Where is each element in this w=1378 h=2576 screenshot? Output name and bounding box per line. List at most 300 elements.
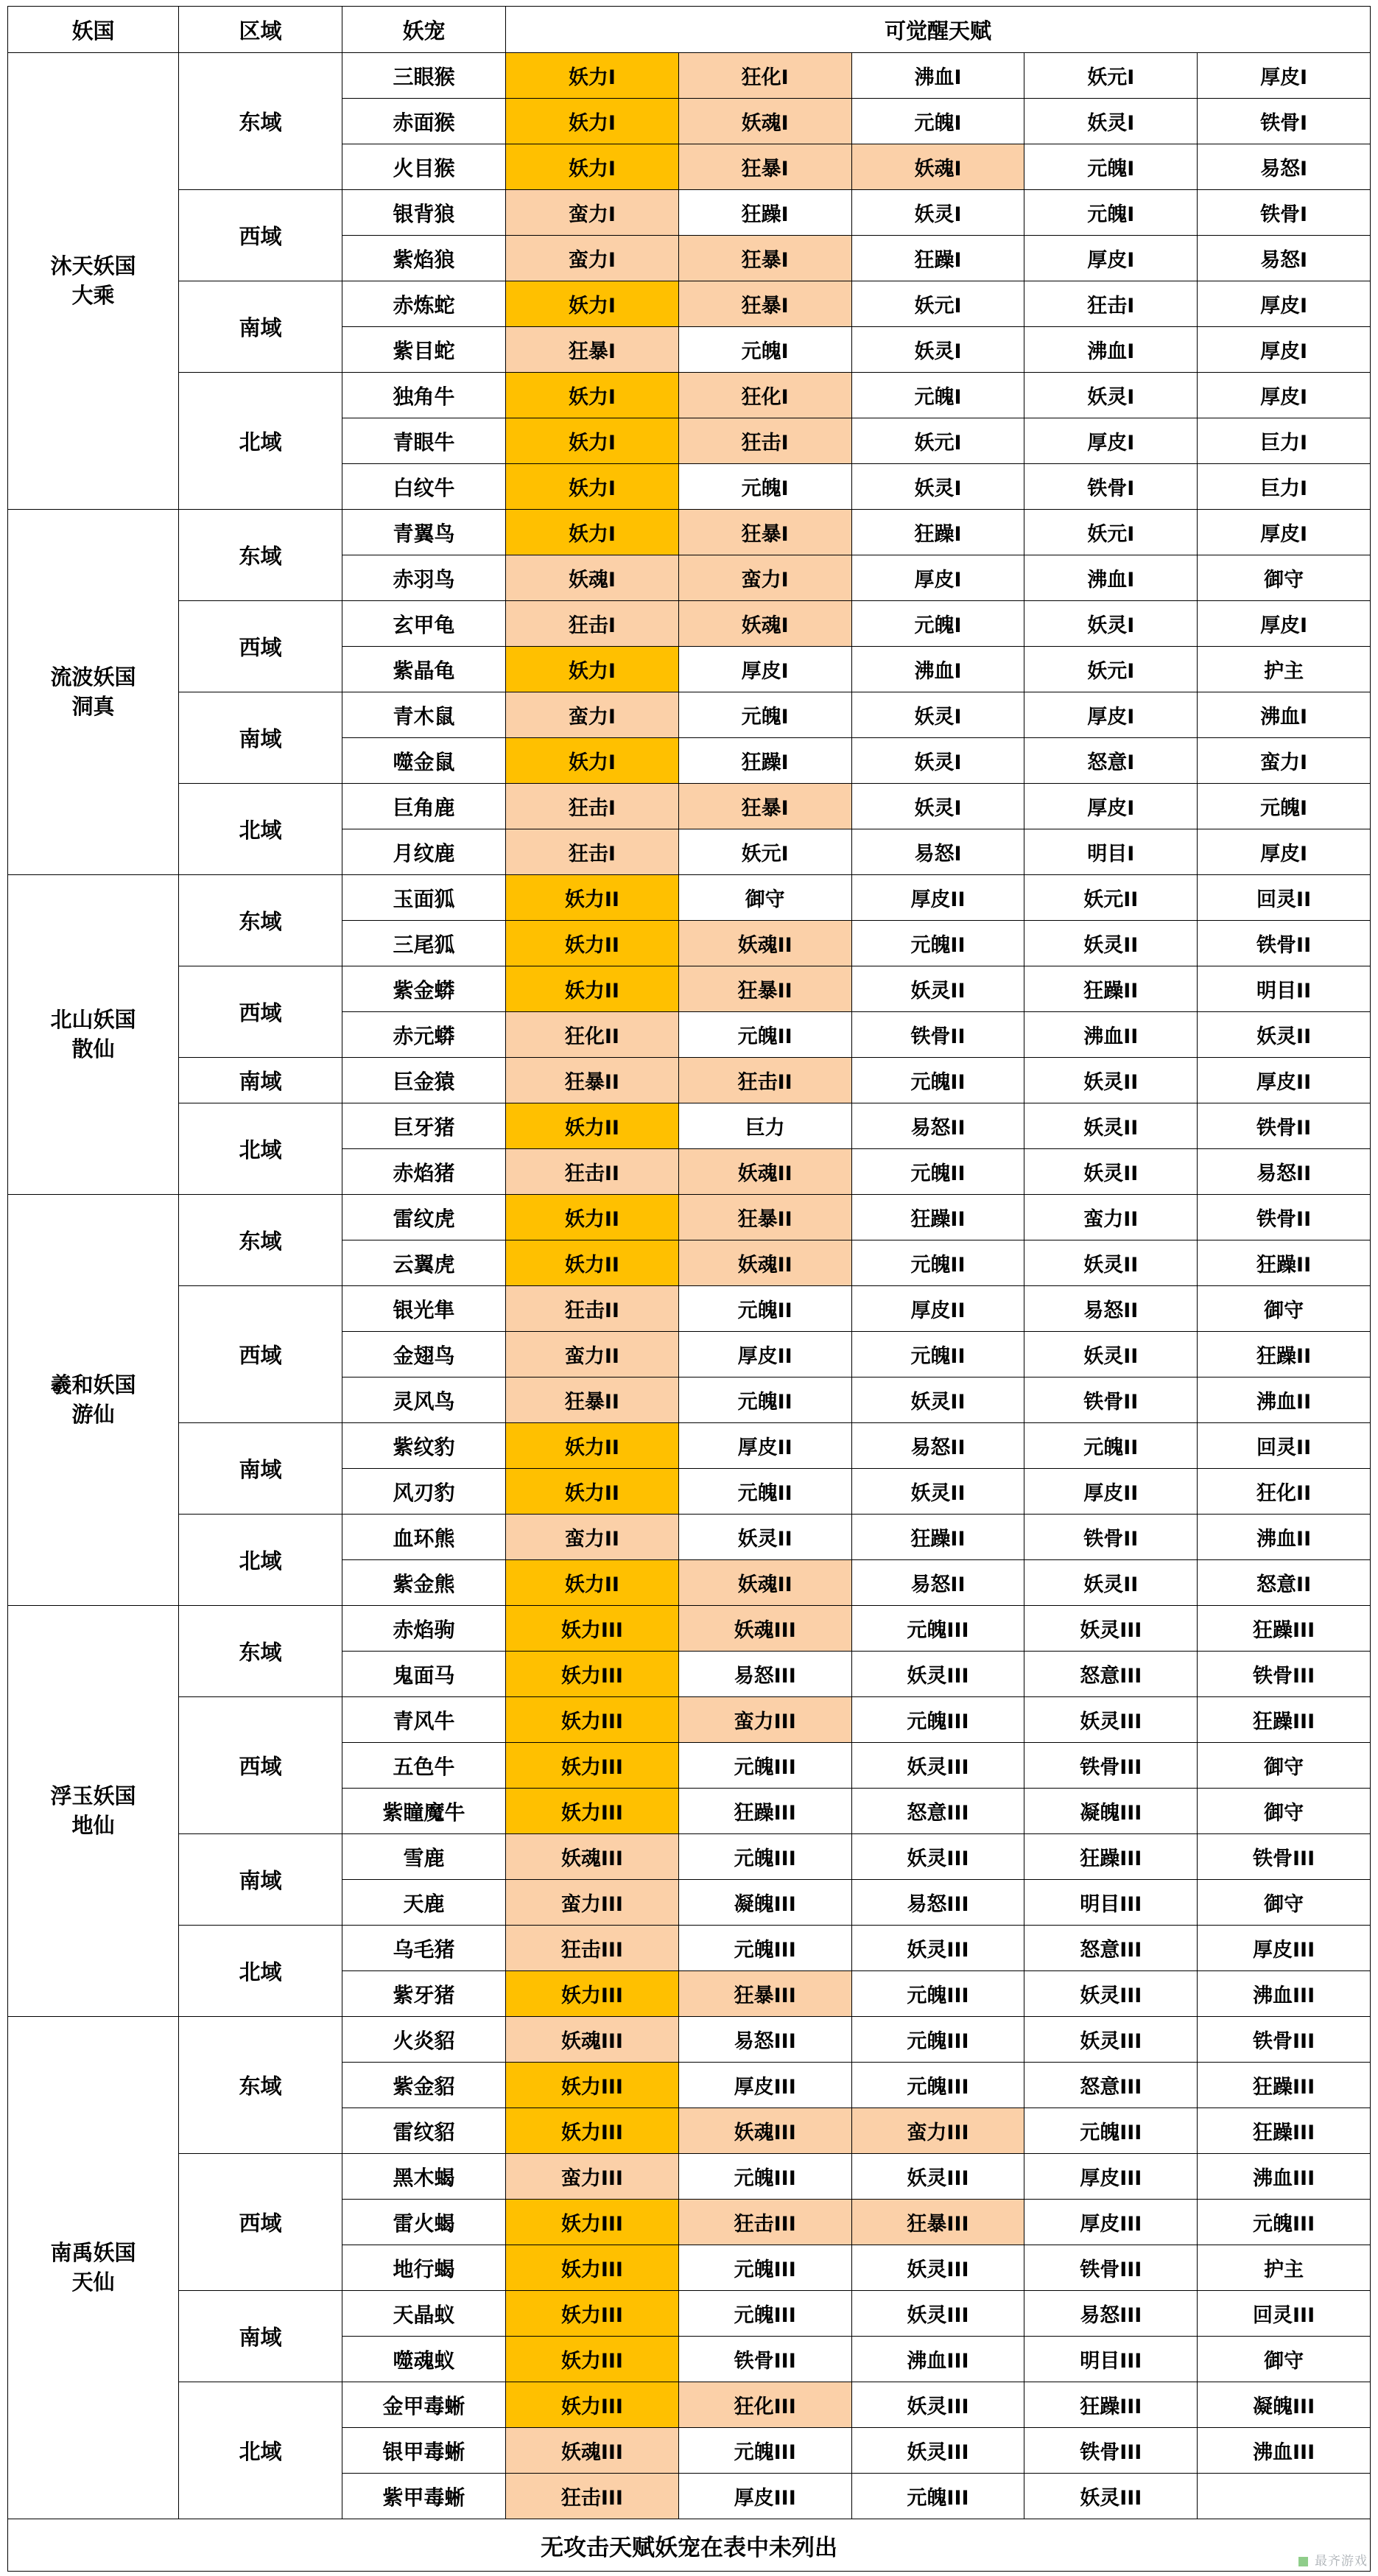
talent-cell: 厚皮II bbox=[851, 1286, 1024, 1332]
talent-cell: 妖灵III bbox=[851, 2382, 1024, 2428]
talent-cell: 沸血II bbox=[1198, 1378, 1371, 1423]
talent-cell: 护主 bbox=[1198, 2245, 1371, 2291]
talent-cell: 妖灵I bbox=[1024, 99, 1198, 144]
pet-name-cell: 血环熊 bbox=[342, 1515, 506, 1560]
talent-cell: 回灵III bbox=[1198, 2291, 1371, 2337]
talent-cell: 怒意II bbox=[1198, 1560, 1371, 1606]
talent-cell: 元魄III bbox=[678, 1926, 851, 1971]
region-cell: 南域 bbox=[179, 2291, 342, 2382]
region-cell: 西域 bbox=[179, 2154, 342, 2291]
talent-cell: 厚皮III bbox=[678, 2063, 851, 2108]
talent-cell: 狂击III bbox=[506, 1926, 679, 1971]
talent-cell: 妖灵III bbox=[851, 1743, 1024, 1789]
pet-name-cell: 紫晶龟 bbox=[342, 647, 506, 692]
talent-cell: 凝魄III bbox=[1024, 1789, 1198, 1834]
pet-name-cell: 紫焰狼 bbox=[342, 236, 506, 281]
talent-cell: 狂躁III bbox=[1198, 2063, 1371, 2108]
talent-cell: 蛮力II bbox=[506, 1332, 679, 1378]
pet-name-cell: 赤面猴 bbox=[342, 99, 506, 144]
talent-cell: 狂暴I bbox=[506, 327, 679, 373]
region-cell: 西域 bbox=[179, 966, 342, 1058]
pet-name-cell: 乌毛猪 bbox=[342, 1926, 506, 1971]
talent-cell: 厚皮II bbox=[678, 1332, 851, 1378]
talent-cell: 易怒II bbox=[1024, 1286, 1198, 1332]
nation-cell: 北山妖国 散仙 bbox=[8, 875, 179, 1195]
talent-cell: 厚皮II bbox=[1198, 1058, 1371, 1103]
talent-cell: 厚皮II bbox=[678, 1423, 851, 1469]
region-cell: 西域 bbox=[179, 1286, 342, 1423]
talent-cell: 妖力I bbox=[506, 99, 679, 144]
talent-cell: 厚皮I bbox=[851, 555, 1024, 601]
table-row bbox=[8, 966, 1371, 1012]
talent-cell: 沸血I bbox=[851, 53, 1024, 99]
talent-cell: 狂击I bbox=[506, 784, 679, 829]
talent-cell: 易怒II bbox=[851, 1560, 1024, 1606]
talent-cell: 元魄III bbox=[851, 1971, 1024, 2017]
talent-cell: 妖力II bbox=[506, 1195, 679, 1240]
talent-cell: 妖力III bbox=[506, 2063, 679, 2108]
talent-cell: 妖魂II bbox=[678, 1240, 851, 1286]
talent-cell: 妖力II bbox=[506, 1423, 679, 1469]
talent-cell: 厚皮III bbox=[1024, 2200, 1198, 2245]
pet-name-cell: 天鹿 bbox=[342, 1880, 506, 1926]
header-nation: 妖国 bbox=[8, 7, 179, 53]
region-cell: 北域 bbox=[179, 1926, 342, 2017]
talent-cell: 妖力III bbox=[506, 2200, 679, 2245]
talent-cell: 巨力I bbox=[1198, 464, 1371, 510]
pet-name-cell: 雷火蝎 bbox=[342, 2200, 506, 2245]
pet-name-cell: 赤焰驹 bbox=[342, 1606, 506, 1652]
talent-cell: 厚皮II bbox=[851, 875, 1024, 921]
talent-cell: 易怒II bbox=[851, 1423, 1024, 1469]
talent-cell: 厚皮I bbox=[1198, 327, 1371, 373]
talent-cell: 狂躁II bbox=[1198, 1332, 1371, 1378]
talent-cell: 妖力III bbox=[506, 1697, 679, 1743]
header-talents: 可觉醒天赋 bbox=[506, 7, 1371, 53]
talent-cell: 怒意III bbox=[1024, 2063, 1198, 2108]
pet-name-cell: 紫瞳魔牛 bbox=[342, 1789, 506, 1834]
talent-cell: 妖力I bbox=[506, 53, 679, 99]
talent-cell: 狂化I bbox=[678, 53, 851, 99]
talent-cell: 铁骨II bbox=[1198, 921, 1371, 966]
table-row bbox=[8, 1834, 1371, 1880]
pet-name-cell: 青木鼠 bbox=[342, 692, 506, 738]
talent-cell: 铁骨II bbox=[1198, 1195, 1371, 1240]
talent-cell: 狂击I bbox=[506, 601, 679, 647]
talent-cell: 狂击II bbox=[506, 1286, 679, 1332]
talent-cell: 元魄III bbox=[678, 2245, 851, 2291]
talent-cell: 沸血III bbox=[1198, 2428, 1371, 2474]
talent-cell: 蛮力I bbox=[506, 236, 679, 281]
talent-cell: 狂躁II bbox=[851, 1515, 1024, 1560]
talent-cell: 妖灵I bbox=[851, 784, 1024, 829]
talent-cell: 厚皮I bbox=[1024, 418, 1198, 464]
region-cell: 南域 bbox=[179, 692, 342, 784]
pet-name-cell: 紫牙猪 bbox=[342, 1971, 506, 2017]
talent-cell: 狂暴I bbox=[678, 281, 851, 327]
talent-cell: 元魄II bbox=[851, 1332, 1024, 1378]
talent-cell: 妖灵I bbox=[851, 738, 1024, 784]
table-header-row bbox=[8, 7, 1371, 53]
talent-cell: 沸血I bbox=[1024, 555, 1198, 601]
talent-cell: 蛮力I bbox=[1198, 738, 1371, 784]
table-row bbox=[8, 281, 1371, 327]
table-row bbox=[8, 875, 1371, 921]
talent-cell: 元魄III bbox=[1024, 2108, 1198, 2154]
talent-cell: 蛮力I bbox=[506, 692, 679, 738]
talent-cell: 沸血III bbox=[1198, 2154, 1371, 2200]
pet-name-cell: 白纹牛 bbox=[342, 464, 506, 510]
pet-name-cell: 银光隼 bbox=[342, 1286, 506, 1332]
talent-cell: 铁骨III bbox=[1198, 2017, 1371, 2063]
table-row bbox=[8, 2017, 1371, 2063]
talent-cell: 狂化III bbox=[678, 2382, 851, 2428]
talent-cell: 厚皮I bbox=[1198, 373, 1371, 418]
talent-cell: 妖魂II bbox=[678, 921, 851, 966]
region-cell: 南域 bbox=[179, 281, 342, 373]
header-region: 区域 bbox=[179, 7, 342, 53]
talent-cell: 狂击I bbox=[506, 829, 679, 875]
talent-cell: 妖魂III bbox=[506, 1834, 679, 1880]
talent-cell: 狂击I bbox=[1024, 281, 1198, 327]
talent-cell: 元魄I bbox=[678, 692, 851, 738]
talent-cell: 蛮力I bbox=[506, 190, 679, 236]
talent-cell: 沸血I bbox=[1198, 692, 1371, 738]
talent-cell: 妖灵III bbox=[851, 1926, 1024, 1971]
talent-cell: 妖力II bbox=[506, 921, 679, 966]
talent-cell: 怒意III bbox=[1024, 1652, 1198, 1697]
nation-cell: 羲和妖国 游仙 bbox=[8, 1195, 179, 1606]
talent-cell: 狂击II bbox=[678, 1058, 851, 1103]
talent-cell: 狂躁III bbox=[1024, 1834, 1198, 1880]
talent-cell: 元魄II bbox=[678, 1012, 851, 1058]
talent-cell: 御守 bbox=[1198, 1286, 1371, 1332]
region-cell: 东域 bbox=[179, 510, 342, 601]
pet-name-cell: 银背狼 bbox=[342, 190, 506, 236]
pet-name-cell: 赤炼蛇 bbox=[342, 281, 506, 327]
talent-cell: 元魄III bbox=[851, 2017, 1024, 2063]
region-cell: 东域 bbox=[179, 875, 342, 966]
talent-cell: 妖灵II bbox=[851, 1378, 1024, 1423]
talent-cell: 狂暴II bbox=[506, 1058, 679, 1103]
talent-cell: 妖灵II bbox=[678, 1515, 851, 1560]
talent-cell: 妖灵I bbox=[1024, 601, 1198, 647]
talent-cell: 元魄II bbox=[678, 1286, 851, 1332]
talent-cell: 元魄III bbox=[851, 1697, 1024, 1743]
talent-cell: 妖灵III bbox=[1024, 2474, 1198, 2519]
talent-cell: 怒意III bbox=[851, 1789, 1024, 1834]
talent-cell: 元魄I bbox=[1024, 190, 1198, 236]
talent-cell: 妖灵II bbox=[1024, 1560, 1198, 1606]
talent-cell: 妖灵III bbox=[851, 2245, 1024, 2291]
talent-cell: 妖力I bbox=[506, 373, 679, 418]
talent-cell: 怒意I bbox=[1024, 738, 1198, 784]
pet-name-cell: 雪鹿 bbox=[342, 1834, 506, 1880]
pet-talent-table bbox=[7, 6, 1371, 2572]
footer-note: 无攻击天赋妖宠在表中未列出 bbox=[8, 2519, 1371, 2572]
header-pet: 妖宠 bbox=[342, 7, 506, 53]
pet-name-cell: 紫纹豹 bbox=[342, 1423, 506, 1469]
table-body bbox=[8, 53, 1371, 2519]
talent-cell: 厚皮I bbox=[1024, 236, 1198, 281]
talent-cell: 妖灵III bbox=[851, 2291, 1024, 2337]
pet-name-cell: 雷纹虎 bbox=[342, 1195, 506, 1240]
talent-cell: 易怒III bbox=[678, 2017, 851, 2063]
talent-cell: 厚皮I bbox=[1024, 692, 1198, 738]
pet-name-cell: 天晶蚁 bbox=[342, 2291, 506, 2337]
pet-name-cell: 金甲毒蜥 bbox=[342, 2382, 506, 2428]
talent-cell: 妖魂III bbox=[506, 2428, 679, 2474]
watermark: ■ 最齐游戏 bbox=[1297, 2554, 1368, 2569]
region-cell: 东域 bbox=[179, 1606, 342, 1697]
region-cell: 北域 bbox=[179, 1103, 342, 1195]
talent-cell: 沸血II bbox=[1198, 1515, 1371, 1560]
pet-name-cell: 青风牛 bbox=[342, 1697, 506, 1743]
talent-cell: 妖力I bbox=[506, 647, 679, 692]
talent-cell: 易怒I bbox=[1198, 144, 1371, 190]
talent-cell: 妖灵II bbox=[1198, 1012, 1371, 1058]
talent-cell: 狂化II bbox=[1198, 1469, 1371, 1515]
talent-cell: 蛮力III bbox=[506, 1880, 679, 1926]
talent-cell: 狂躁I bbox=[851, 510, 1024, 555]
region-cell: 东域 bbox=[179, 2017, 342, 2154]
pet-name-cell: 月纹鹿 bbox=[342, 829, 506, 875]
talent-cell: 狂暴II bbox=[506, 1378, 679, 1423]
talent-cell: 妖力III bbox=[506, 1652, 679, 1697]
talent-cell: 妖力III bbox=[506, 2337, 679, 2382]
talent-cell: 御守 bbox=[1198, 1880, 1371, 1926]
talent-cell: 妖力I bbox=[506, 418, 679, 464]
pet-name-cell: 玄甲龟 bbox=[342, 601, 506, 647]
table-row bbox=[8, 190, 1371, 236]
talent-cell: 铁骨II bbox=[1024, 1515, 1198, 1560]
talent-cell: 妖魂III bbox=[678, 2108, 851, 2154]
talent-cell: 元魄I bbox=[851, 99, 1024, 144]
talent-cell: 妖灵II bbox=[1024, 921, 1198, 966]
talent-cell: 妖元I bbox=[1024, 647, 1198, 692]
talent-cell: 狂暴I bbox=[678, 144, 851, 190]
talent-cell: 元魄III bbox=[678, 2291, 851, 2337]
talent-cell: 沸血III bbox=[1198, 1971, 1371, 2017]
talent-cell: 狂暴I bbox=[678, 784, 851, 829]
talent-cell: 狂化I bbox=[678, 373, 851, 418]
table-row bbox=[8, 1606, 1371, 1652]
talent-cell: 护主 bbox=[1198, 647, 1371, 692]
region-cell: 东域 bbox=[179, 53, 342, 190]
talent-cell: 狂躁II bbox=[1198, 1240, 1371, 1286]
pet-name-cell: 巨牙猪 bbox=[342, 1103, 506, 1149]
talent-cell: 妖灵I bbox=[851, 692, 1024, 738]
talent-cell: 元魄II bbox=[678, 1469, 851, 1515]
talent-cell: 妖力I bbox=[506, 464, 679, 510]
talent-cell: 铁骨III bbox=[1198, 1652, 1371, 1697]
talent-cell: 妖力III bbox=[506, 1789, 679, 1834]
pet-name-cell: 赤羽鸟 bbox=[342, 555, 506, 601]
talent-cell: 狂躁III bbox=[1024, 2382, 1198, 2428]
pet-name-cell: 雷纹貂 bbox=[342, 2108, 506, 2154]
talent-cell: 妖力III bbox=[506, 1606, 679, 1652]
pet-name-cell: 火炎貂 bbox=[342, 2017, 506, 2063]
talent-cell: 狂暴II bbox=[678, 966, 851, 1012]
region-cell: 西域 bbox=[179, 1697, 342, 1834]
talent-cell: 妖力II bbox=[506, 1469, 679, 1515]
talent-cell: 妖力I bbox=[506, 510, 679, 555]
table-row bbox=[8, 1103, 1371, 1149]
talent-cell: 妖力III bbox=[506, 2245, 679, 2291]
talent-cell: 明目III bbox=[1024, 2337, 1198, 2382]
talent-cell: 元魄I bbox=[851, 373, 1024, 418]
talent-cell: 妖灵III bbox=[1024, 1606, 1198, 1652]
talent-cell: 狂击III bbox=[506, 2474, 679, 2519]
talent-cell: 狂躁III bbox=[678, 1789, 851, 1834]
talent-cell: 元魄I bbox=[678, 327, 851, 373]
talent-cell: 妖灵II bbox=[1024, 1149, 1198, 1195]
talent-cell: 妖魂I bbox=[506, 555, 679, 601]
talent-cell: 蛮力I bbox=[678, 555, 851, 601]
talent-cell: 妖魂III bbox=[506, 2017, 679, 2063]
talent-cell: 妖力III bbox=[506, 2108, 679, 2154]
talent-cell: 妖灵III bbox=[851, 2428, 1024, 2474]
talent-cell: 厚皮II bbox=[1024, 1469, 1198, 1515]
talent-cell: 狂暴II bbox=[678, 1195, 851, 1240]
talent-cell: 元魄II bbox=[851, 1149, 1024, 1195]
talent-cell: 厚皮I bbox=[1198, 510, 1371, 555]
talent-cell: 铁骨I bbox=[1198, 99, 1371, 144]
pet-name-cell: 风刃豹 bbox=[342, 1469, 506, 1515]
talent-cell: 妖灵III bbox=[851, 1652, 1024, 1697]
talent-cell: 元魄III bbox=[678, 1743, 851, 1789]
talent-cell: 妖灵I bbox=[851, 327, 1024, 373]
talent-cell: 厚皮I bbox=[1198, 281, 1371, 327]
table-row bbox=[8, 1286, 1371, 1332]
pet-name-cell: 三尾狐 bbox=[342, 921, 506, 966]
talent-cell: 元魄II bbox=[851, 1240, 1024, 1286]
talent-cell: 妖力III bbox=[506, 2291, 679, 2337]
talent-cell: 狂暴III bbox=[678, 1971, 851, 2017]
talent-cell bbox=[1198, 2474, 1371, 2519]
talent-cell: 厚皮III bbox=[1198, 1926, 1371, 1971]
talent-cell: 妖力II bbox=[506, 1103, 679, 1149]
talent-cell: 妖元I bbox=[678, 829, 851, 875]
table-row bbox=[8, 1697, 1371, 1743]
talent-cell: 元魄I bbox=[1024, 144, 1198, 190]
talent-cell: 沸血III bbox=[851, 2337, 1024, 2382]
talent-cell: 铁骨II bbox=[1198, 1103, 1371, 1149]
talent-cell: 狂击I bbox=[678, 418, 851, 464]
table-row bbox=[8, 601, 1371, 647]
pet-name-cell: 紫金蟒 bbox=[342, 966, 506, 1012]
talent-cell: 厚皮I bbox=[1198, 53, 1371, 99]
talent-cell: 妖灵III bbox=[1024, 1971, 1198, 2017]
talent-cell: 妖灵III bbox=[1024, 1697, 1198, 1743]
talent-cell: 元魄III bbox=[1198, 2200, 1371, 2245]
talent-cell: 狂躁II bbox=[1024, 966, 1198, 1012]
talent-cell: 妖灵I bbox=[851, 464, 1024, 510]
talent-cell: 沸血I bbox=[851, 647, 1024, 692]
talent-cell: 妖力II bbox=[506, 1240, 679, 1286]
table-row bbox=[8, 1926, 1371, 1971]
talent-cell: 妖元I bbox=[1024, 510, 1198, 555]
pet-name-cell: 鬼面马 bbox=[342, 1652, 506, 1697]
talent-cell: 狂躁I bbox=[678, 190, 851, 236]
talent-cell: 狂击III bbox=[678, 2200, 851, 2245]
talent-cell: 妖魂I bbox=[678, 99, 851, 144]
table-row bbox=[8, 2382, 1371, 2428]
talent-cell: 妖灵III bbox=[1024, 2017, 1198, 2063]
pet-name-cell: 巨金猿 bbox=[342, 1058, 506, 1103]
talent-cell: 厚皮III bbox=[678, 2474, 851, 2519]
pet-name-cell: 巨角鹿 bbox=[342, 784, 506, 829]
talent-cell: 易怒III bbox=[851, 1880, 1024, 1926]
pet-name-cell: 金翅鸟 bbox=[342, 1332, 506, 1378]
talent-cell: 易怒III bbox=[1024, 2291, 1198, 2337]
talent-cell: 狂击II bbox=[506, 1149, 679, 1195]
talent-cell: 易怒III bbox=[678, 1652, 851, 1697]
talent-cell: 元魄III bbox=[851, 1606, 1024, 1652]
region-cell: 西域 bbox=[179, 601, 342, 692]
pet-name-cell: 独角牛 bbox=[342, 373, 506, 418]
talent-cell: 妖力I bbox=[506, 144, 679, 190]
talent-cell: 巨力I bbox=[1198, 418, 1371, 464]
region-cell: 北域 bbox=[179, 784, 342, 875]
talent-cell: 明目II bbox=[1198, 966, 1371, 1012]
talent-cell: 狂暴I bbox=[678, 510, 851, 555]
talent-cell: 厚皮I bbox=[1198, 601, 1371, 647]
nation-cell: 南禹妖国 天仙 bbox=[8, 2017, 179, 2519]
pet-name-cell: 紫甲毒蜥 bbox=[342, 2474, 506, 2519]
talent-cell: 妖元I bbox=[1024, 53, 1198, 99]
pet-name-cell: 紫目蛇 bbox=[342, 327, 506, 373]
talent-cell: 妖魂I bbox=[851, 144, 1024, 190]
talent-cell: 御守 bbox=[1198, 2337, 1371, 2382]
pet-name-cell: 噬金鼠 bbox=[342, 738, 506, 784]
talent-cell: 狂躁I bbox=[678, 738, 851, 784]
talent-cell: 蛮力II bbox=[506, 1515, 679, 1560]
talent-cell: 御守 bbox=[678, 875, 851, 921]
talent-cell: 厚皮I bbox=[678, 647, 851, 692]
talent-cell: 妖元II bbox=[1024, 875, 1198, 921]
talent-cell: 妖力II bbox=[506, 966, 679, 1012]
talent-cell: 妖力III bbox=[506, 2382, 679, 2428]
talent-cell: 狂躁III bbox=[1198, 1697, 1371, 1743]
region-cell: 北域 bbox=[179, 373, 342, 510]
talent-cell: 明目III bbox=[1024, 1880, 1198, 1926]
pet-name-cell: 五色牛 bbox=[342, 1743, 506, 1789]
region-cell: 南域 bbox=[179, 1834, 342, 1926]
talent-cell: 元魄I bbox=[678, 464, 851, 510]
pet-name-cell: 云翼虎 bbox=[342, 1240, 506, 1286]
talent-cell: 妖灵III bbox=[851, 2154, 1024, 2200]
region-cell: 北域 bbox=[179, 1515, 342, 1606]
talent-cell: 妖魂II bbox=[678, 1560, 851, 1606]
talent-cell: 回灵II bbox=[1198, 875, 1371, 921]
talent-cell: 铁骨I bbox=[1024, 464, 1198, 510]
talent-cell: 元魄III bbox=[678, 2154, 851, 2200]
talent-cell: 铁骨II bbox=[1024, 1378, 1198, 1423]
talent-cell: 狂暴I bbox=[678, 236, 851, 281]
talent-cell: 元魄I bbox=[851, 601, 1024, 647]
talent-cell: 元魄II bbox=[851, 921, 1024, 966]
nation-cell: 流波妖国 洞真 bbox=[8, 510, 179, 875]
talent-cell: 厚皮I bbox=[1198, 829, 1371, 875]
talent-cell: 铁骨III bbox=[678, 2337, 851, 2382]
table-row bbox=[8, 1515, 1371, 1560]
talent-cell: 元魄II bbox=[1024, 1423, 1198, 1469]
talent-cell: 妖魂III bbox=[678, 1606, 851, 1652]
table-row bbox=[8, 692, 1371, 738]
table-row bbox=[8, 1195, 1371, 1240]
pet-name-cell: 火目猴 bbox=[342, 144, 506, 190]
